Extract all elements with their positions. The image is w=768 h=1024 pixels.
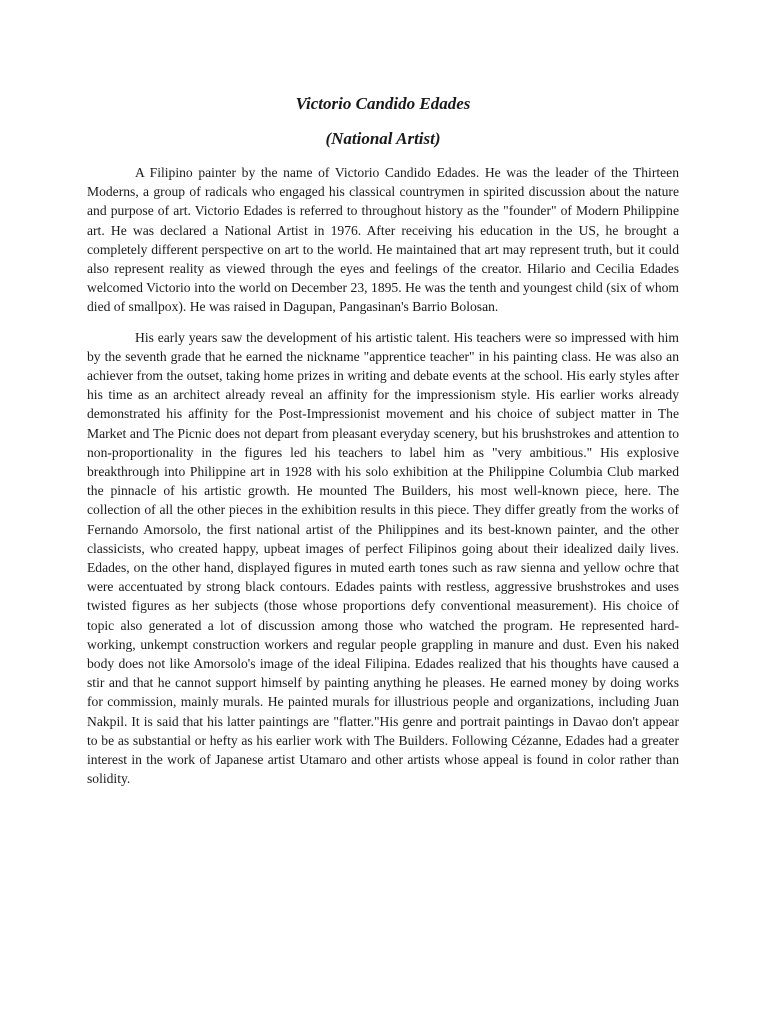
document-title: Victorio Candido Edades: [295, 94, 471, 113]
paragraph-early-years: His early years saw the development of his artistic talent. His teachers were so impressed with him by the seventh grade that he earned the nickname "apprentice teacher" in his painting class. He was also an achiever from the outset, taking home prizes in writing and debate events at the school. His early styles after his time as an architect already reveal an affinity for the impressionism style. His earlier works already demonstrated his affinity for the Post-Impressionist movement and his choice of subject matter in The Market and The Picnic does not depart from pleasant everyday scenery, but his brushstrokes and attention to non-proportionality in the figures led his teachers to label him as "very ambitious." His explosive breakthrough into Philippine art in 1928 with his solo exhibition at the Philippine Columbia Club marked the pinnacle of his artistic growth. He mounted The Builders, his most well-known piece, here. The collection of all the other pieces in the exhibition results in this piece. They differ greatly from the works of Fernando Amorsolo, the first national artist of the Philippines and its best-known painter, and the other classicists, who created happy, upbeat images of perfect Filipinos going about their idealized daily lives. Edades, on the other hand, displayed figures in muted earth tones such as raw sienna and yellow ochre that were accentuated by strong black contours. Edades paints with restless, aggressive brushstrokes and uses twisted figures as her subjects (those whose proportions defy conventional measurement). His choice of topic also generated a lot of discussion among those who watched the program. He represented hard-working, unkempt construction workers and regular people grappling in manure and dust. Even his naked body does not like Amorsolo's image of the ideal Filipina. Edades realized that his thoughts have caused a stir and that he cannot support himself by painting anything he pleases. He earned money by doing works for commission, mainly murals. He painted murals for illustrious people and organizations, including Juan Nakpil. It is said that his latter paintings are "flatter."His genre and portrait paintings in Davao don't appear to be as substantial or hefty as his earlier work with The Builders. Following Cézanne, Edades had a greater interest in the work of Japanese artist Utamaro and other artists whose appeal is found in color rather than solidity.: [87, 329, 679, 787]
document-subtitle: (National Artist): [325, 129, 441, 148]
paragraph-introduction: A Filipino painter by the name of Victorio Candido Edades. He was the leader of the Thirteen Moderns, a group of radicals who engaged his classical countrymen in spirited discussion about the nature and purpose of art. Victorio Edades is referred to throughout history as the "founder" of Modern Philippine art. He was declared a National Artist in 1976. After receiving his education in the US, he brought a completely different perspective on art to the world. He maintained that art may represent truth, but it could also represent reality as viewed through the eyes and feelings of the creator. Hilario and Cecilia Edades welcomed Victorio into the world on December 23, 1895. He was the tenth and youngest child (six of whom died of smallpox). He was raised in Dagupan, Pangasinan's Barrio Bolosan.: [87, 165, 679, 315]
document-body: [87, 92, 679, 789]
